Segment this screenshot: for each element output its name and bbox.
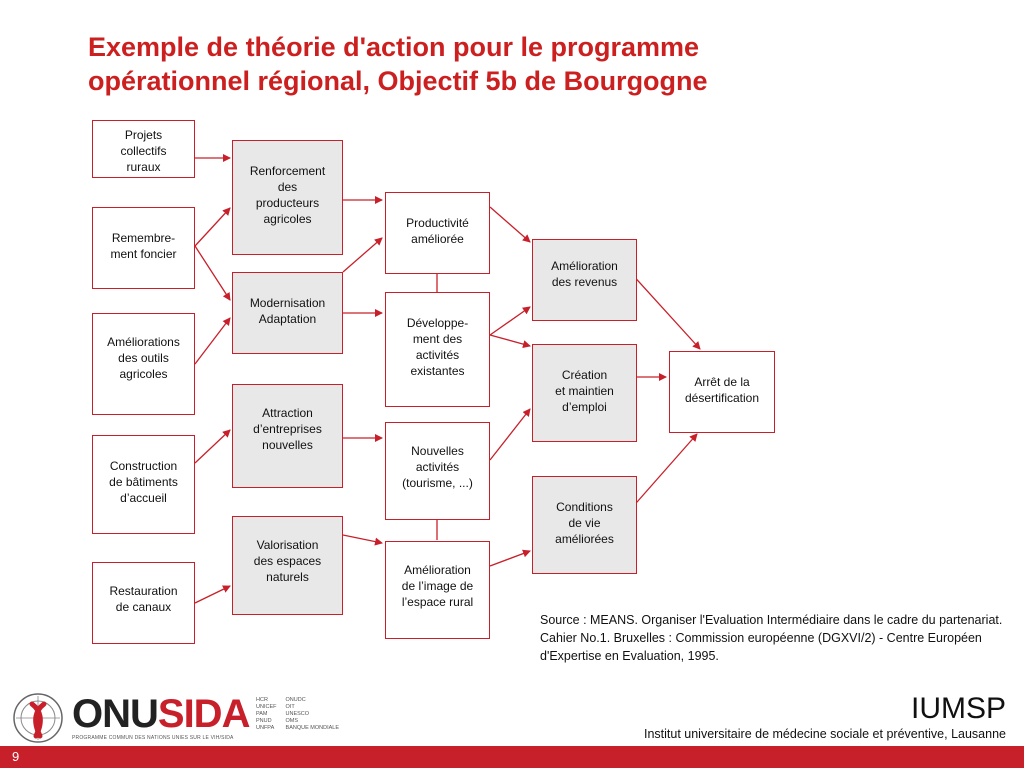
action-box-attraction: Attraction d’entreprises nouvelles [232,384,343,488]
logo-onu: ONU [72,692,158,736]
partner-list: HCR UNICEF PAM PNUD UNFPA ONUDC OIT UNESCO OMS BANQUE MONDIALE [256,697,340,731]
result-box-productivite: Productivité améliorée [385,192,490,274]
arrow-productivite-to-revenus [490,207,530,242]
result-box-developpement: Développe- ment des activités existantes [385,292,490,407]
impact-box-revenus: Amélioration des revenus [532,239,637,321]
title-line-1: Exemple de théorie d'action pour le programme [88,32,700,62]
logo-wordmark [72,692,249,736]
un-emblem-icon [10,690,66,746]
input-box-projets: Projets collectifs ruraux [92,120,195,178]
impact-box-conditions: Conditions de vie améliorées [532,476,637,574]
input-box-construction: Construction de bâtiments d’accueil [92,435,195,534]
input-box-ameliorations: Améliorations des outils agricoles [92,313,195,415]
arrow-modernisation-to-productivite [343,238,382,272]
arrow-restauration-to-valorisation [195,586,230,603]
iumsp-name: IUMSP [910,692,1006,725]
result-box-amelioration-image: Amélioration de l’image de l’espace rural [385,541,490,639]
logo-subtitle: PROGRAMME COMMUN DES NATIONS UNIES SUR LE VIH/SIDA [72,735,234,741]
onusida-logo [10,690,350,746]
institute-name: Institut universitaire de médecine sociale et préventive, Lausanne [643,727,1006,741]
page-number: 9 [12,749,20,764]
arrow-valorisation-to-amelioration-image [343,535,382,543]
arrow-revenus-to-final [630,272,700,349]
arrow-ameliorations-to-modernisation [195,318,230,364]
action-box-valorisation: Valorisation des espaces naturels [232,516,343,615]
result-box-nouvelles: Nouvelles activités (tourisme, ...) [385,422,490,520]
action-box-renforcement: Renforcement des producteurs agricoles [232,140,343,255]
impact-box-emploi: Création et maintien d’emploi [532,344,637,442]
arrow-conditions-to-final [630,434,697,510]
title-line-2: opérationnel régional, Objectif 5b de Bourgogne [88,66,708,96]
arrow-nouvelles-to-emploi [490,409,530,460]
arrow-developpement-to-revenus [490,307,530,335]
input-box-restauration: Restauration de canaux [92,562,195,644]
arrow-amelioration-image-to-conditions [490,551,530,566]
final-box-desertification: Arrêt de la désertification [669,351,775,433]
arrow-remembrement-to-renforcement [195,208,230,246]
arrow-remembrement-to-modernisation [195,246,230,300]
footer-bar [0,746,1024,768]
iumsp-branding [644,692,1006,742]
logo-sida: SIDA [157,692,250,736]
action-box-modernisation: Modernisation Adaptation [232,272,343,354]
input-box-remembrement: Remembre- ment foncier [92,207,195,289]
arrow-construction-to-attraction [195,430,230,463]
arrow-developpement-to-emploi [490,335,530,346]
source-citation: Source : MEANS. Organiser l'Evaluation Intermédiaire dans le cadre du partenariat. Cahier No.1. Bruxelles : Commission européenne (DGXVI/2) - Centre Européen d'Expertise en Evaluation, 1995. [540,613,1003,663]
